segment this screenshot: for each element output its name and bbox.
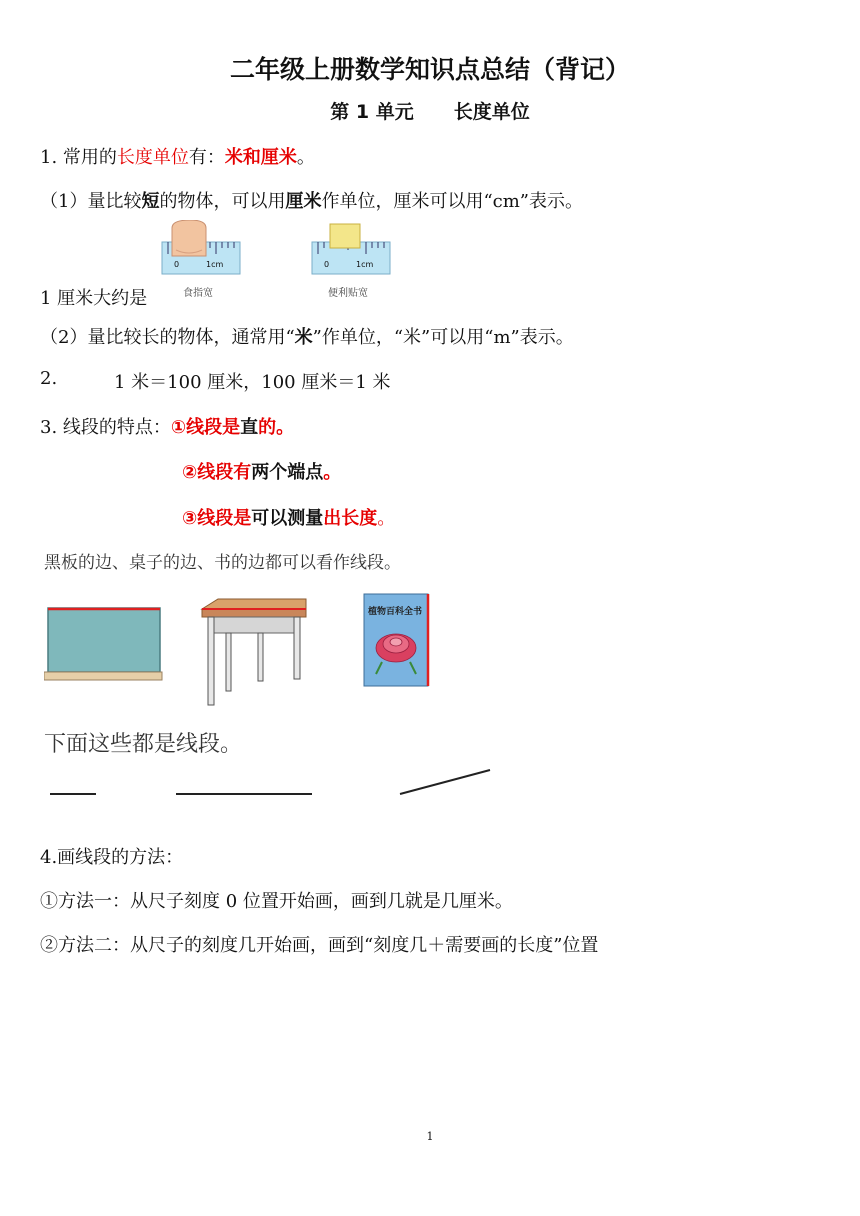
unit-heading — [0, 97, 860, 124]
segments-illustration — [44, 764, 504, 804]
blackboard-illustration — [44, 605, 164, 685]
point-2-number: 2. — [40, 368, 58, 389]
highlight-m-cm: 米和厘米 — [224, 147, 297, 168]
ruler-cm-label-2: 1cm — [356, 260, 374, 269]
segment-3 — [400, 770, 490, 794]
page-title: 二年级上册数学知识点总结（背记） — [229, 55, 630, 84]
caption-finger: 食指宽 — [183, 288, 213, 299]
segments-text: 下面这些都是线段。 — [44, 732, 243, 757]
point-4-heading: 4.画线段的方法： — [40, 847, 184, 868]
book-title: 植物百科全书 — [368, 607, 423, 617]
desk-illustration — [198, 595, 310, 707]
point-1-2: （2）量比较长的物体，通常用“米”作单位，“米”可以用“m”表示。 — [40, 327, 574, 348]
finger-ruler-illustration — [160, 220, 242, 278]
ruler-zero-label: 0 — [174, 260, 180, 269]
point-2: 1 米＝100 厘米，100 厘米＝1 米 — [114, 372, 391, 393]
point-3: 3. 线段的特点：①线段是直的。 — [40, 417, 295, 438]
ruler-zero-label-2: 0 — [324, 260, 330, 269]
point-1: 1. 常用的长度单位有：米和厘米。 — [40, 147, 315, 168]
example-text: 黑板的边、桌子的边、书的边都可以看作线段。 — [44, 553, 401, 573]
feature-2: ②线段有两个端点。 — [182, 462, 342, 483]
feature-3: ③线段是可以测量出长度。 — [182, 508, 396, 529]
page-number: 1 — [426, 1130, 434, 1143]
method-2: ②方法二：从尺子的刻度几开始画，画到“刻度几＋需要画的长度”位置 — [40, 935, 599, 956]
highlight-length-unit: 长度单位 — [116, 147, 189, 168]
ruler-cm-label: 1cm — [206, 260, 224, 269]
method-1: ①方法一：从尺子刻度 0 位置开始画，画到几就是几厘米。 — [40, 891, 513, 912]
point-1-1: （1）量比较短的物体，可以用厘米作单位，厘米可以用“cm”表示。 — [40, 191, 584, 212]
caption-sticky: 便利贴宽 — [328, 288, 368, 299]
sticky-ruler-illustration — [310, 220, 392, 278]
cm-approx: 1 厘米大约是 — [40, 288, 148, 309]
unit-name: 长度单位 — [453, 101, 530, 123]
unit-label: 第 1 单元 — [330, 101, 414, 123]
book-illustration — [362, 592, 430, 688]
